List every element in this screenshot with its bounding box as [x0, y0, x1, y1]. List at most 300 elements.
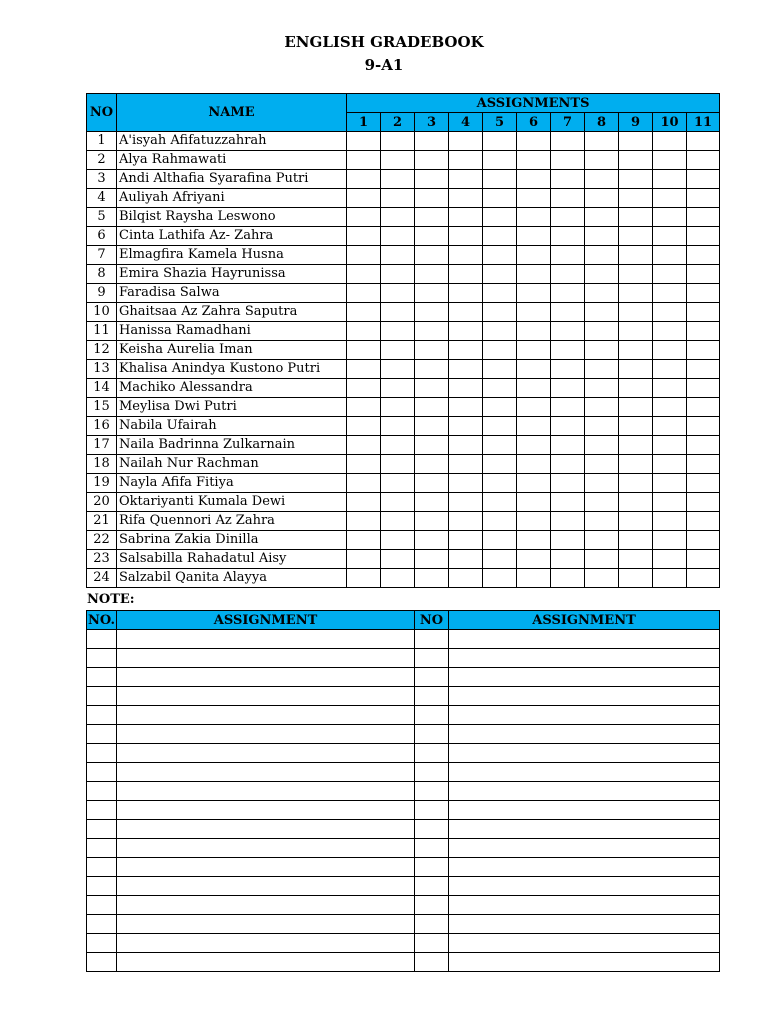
grade-cell[interactable]	[381, 265, 415, 284]
grade-cell[interactable]	[619, 455, 653, 474]
grade-cell[interactable]	[415, 512, 449, 531]
note-no-cell[interactable]	[87, 763, 117, 782]
grade-cell[interactable]	[517, 208, 551, 227]
grade-cell[interactable]	[551, 379, 585, 398]
grade-cell[interactable]	[585, 436, 619, 455]
note-assignment-cell[interactable]	[449, 858, 720, 877]
grade-cell[interactable]	[347, 322, 381, 341]
grade-cell[interactable]	[653, 265, 687, 284]
note-no-cell[interactable]	[87, 877, 117, 896]
grade-cell[interactable]	[687, 550, 720, 569]
grade-cell[interactable]	[551, 265, 585, 284]
grade-cell[interactable]	[483, 436, 517, 455]
grade-cell[interactable]	[551, 284, 585, 303]
grade-cell[interactable]	[585, 360, 619, 379]
grade-cell[interactable]	[449, 189, 483, 208]
grade-cell[interactable]	[551, 474, 585, 493]
grade-cell[interactable]	[381, 455, 415, 474]
grade-cell[interactable]	[347, 398, 381, 417]
grade-cell[interactable]	[585, 512, 619, 531]
grade-cell[interactable]	[551, 303, 585, 322]
grade-cell[interactable]	[347, 569, 381, 588]
grade-cell[interactable]	[551, 417, 585, 436]
grade-cell[interactable]	[687, 512, 720, 531]
grade-cell[interactable]	[619, 170, 653, 189]
grade-cell[interactable]	[619, 417, 653, 436]
note-no-cell[interactable]	[415, 839, 449, 858]
note-assignment-cell[interactable]	[449, 706, 720, 725]
grade-cell[interactable]	[483, 303, 517, 322]
grade-cell[interactable]	[551, 170, 585, 189]
grade-cell[interactable]	[517, 265, 551, 284]
grade-cell[interactable]	[415, 474, 449, 493]
grade-cell[interactable]	[483, 512, 517, 531]
grade-cell[interactable]	[687, 322, 720, 341]
note-assignment-cell[interactable]	[117, 782, 415, 801]
grade-cell[interactable]	[415, 303, 449, 322]
note-no-cell[interactable]	[415, 877, 449, 896]
grade-cell[interactable]	[551, 360, 585, 379]
grade-cell[interactable]	[483, 151, 517, 170]
grade-cell[interactable]	[347, 151, 381, 170]
grade-cell[interactable]	[483, 455, 517, 474]
grade-cell[interactable]	[517, 550, 551, 569]
grade-cell[interactable]	[517, 474, 551, 493]
grade-cell[interactable]	[347, 132, 381, 151]
grade-cell[interactable]	[585, 265, 619, 284]
grade-cell[interactable]	[619, 550, 653, 569]
grade-cell[interactable]	[517, 436, 551, 455]
grade-cell[interactable]	[687, 265, 720, 284]
grade-cell[interactable]	[551, 569, 585, 588]
grade-cell[interactable]	[653, 151, 687, 170]
grade-cell[interactable]	[619, 265, 653, 284]
grade-cell[interactable]	[347, 436, 381, 455]
grade-cell[interactable]	[483, 208, 517, 227]
grade-cell[interactable]	[517, 132, 551, 151]
note-assignment-cell[interactable]	[117, 839, 415, 858]
grade-cell[interactable]	[687, 398, 720, 417]
grade-cell[interactable]	[585, 531, 619, 550]
grade-cell[interactable]	[585, 569, 619, 588]
grade-cell[interactable]	[449, 151, 483, 170]
grade-cell[interactable]	[687, 493, 720, 512]
grade-cell[interactable]	[585, 379, 619, 398]
grade-cell[interactable]	[415, 455, 449, 474]
grade-cell[interactable]	[517, 455, 551, 474]
grade-cell[interactable]	[619, 474, 653, 493]
grade-cell[interactable]	[517, 227, 551, 246]
grade-cell[interactable]	[687, 227, 720, 246]
grade-cell[interactable]	[653, 208, 687, 227]
note-assignment-cell[interactable]	[117, 801, 415, 820]
note-assignment-cell[interactable]	[117, 630, 415, 649]
grade-cell[interactable]	[517, 398, 551, 417]
grade-cell[interactable]	[619, 360, 653, 379]
grade-cell[interactable]	[551, 227, 585, 246]
note-no-cell[interactable]	[415, 706, 449, 725]
grade-cell[interactable]	[687, 569, 720, 588]
grade-cell[interactable]	[483, 322, 517, 341]
grade-cell[interactable]	[381, 569, 415, 588]
note-no-cell[interactable]	[87, 744, 117, 763]
grade-cell[interactable]	[687, 417, 720, 436]
note-assignment-cell[interactable]	[117, 858, 415, 877]
grade-cell[interactable]	[517, 322, 551, 341]
grade-cell[interactable]	[619, 436, 653, 455]
grade-cell[interactable]	[347, 417, 381, 436]
grade-cell[interactable]	[653, 398, 687, 417]
grade-cell[interactable]	[585, 189, 619, 208]
note-assignment-cell[interactable]	[117, 953, 415, 972]
grade-cell[interactable]	[551, 208, 585, 227]
grade-cell[interactable]	[551, 550, 585, 569]
grade-cell[interactable]	[415, 189, 449, 208]
note-assignment-cell[interactable]	[449, 725, 720, 744]
grade-cell[interactable]	[687, 360, 720, 379]
grade-cell[interactable]	[585, 455, 619, 474]
grade-cell[interactable]	[347, 189, 381, 208]
grade-cell[interactable]	[653, 170, 687, 189]
grade-cell[interactable]	[381, 246, 415, 265]
grade-cell[interactable]	[347, 170, 381, 189]
grade-cell[interactable]	[415, 208, 449, 227]
note-no-cell[interactable]	[87, 953, 117, 972]
grade-cell[interactable]	[687, 189, 720, 208]
grade-cell[interactable]	[517, 512, 551, 531]
grade-cell[interactable]	[619, 322, 653, 341]
grade-cell[interactable]	[381, 341, 415, 360]
grade-cell[interactable]	[415, 341, 449, 360]
note-assignment-cell[interactable]	[117, 687, 415, 706]
grade-cell[interactable]	[619, 189, 653, 208]
grade-cell[interactable]	[483, 379, 517, 398]
grade-cell[interactable]	[347, 455, 381, 474]
grade-cell[interactable]	[653, 189, 687, 208]
grade-cell[interactable]	[653, 474, 687, 493]
grade-cell[interactable]	[619, 379, 653, 398]
grade-cell[interactable]	[449, 208, 483, 227]
grade-cell[interactable]	[653, 379, 687, 398]
note-assignment-cell[interactable]	[117, 706, 415, 725]
grade-cell[interactable]	[619, 227, 653, 246]
note-no-cell[interactable]	[87, 725, 117, 744]
grade-cell[interactable]	[653, 132, 687, 151]
note-assignment-cell[interactable]	[449, 649, 720, 668]
note-assignment-cell[interactable]	[117, 896, 415, 915]
grade-cell[interactable]	[551, 455, 585, 474]
grade-cell[interactable]	[585, 284, 619, 303]
note-no-cell[interactable]	[415, 630, 449, 649]
note-assignment-cell[interactable]	[117, 934, 415, 953]
grade-cell[interactable]	[381, 303, 415, 322]
grade-cell[interactable]	[585, 417, 619, 436]
grade-cell[interactable]	[619, 493, 653, 512]
note-assignment-cell[interactable]	[449, 839, 720, 858]
grade-cell[interactable]	[619, 531, 653, 550]
grade-cell[interactable]	[619, 398, 653, 417]
note-assignment-cell[interactable]	[449, 782, 720, 801]
grade-cell[interactable]	[449, 246, 483, 265]
grade-cell[interactable]	[483, 493, 517, 512]
note-assignment-cell[interactable]	[449, 744, 720, 763]
grade-cell[interactable]	[483, 360, 517, 379]
grade-cell[interactable]	[449, 265, 483, 284]
grade-cell[interactable]	[517, 360, 551, 379]
grade-cell[interactable]	[619, 151, 653, 170]
grade-cell[interactable]	[551, 398, 585, 417]
note-no-cell[interactable]	[415, 915, 449, 934]
grade-cell[interactable]	[551, 341, 585, 360]
grade-cell[interactable]	[483, 398, 517, 417]
grade-cell[interactable]	[347, 284, 381, 303]
note-assignment-cell[interactable]	[117, 744, 415, 763]
grade-cell[interactable]	[449, 379, 483, 398]
grade-cell[interactable]	[347, 265, 381, 284]
note-assignment-cell[interactable]	[449, 934, 720, 953]
grade-cell[interactable]	[687, 474, 720, 493]
grade-cell[interactable]	[381, 417, 415, 436]
grade-cell[interactable]	[551, 493, 585, 512]
grade-cell[interactable]	[517, 170, 551, 189]
grade-cell[interactable]	[585, 246, 619, 265]
grade-cell[interactable]	[517, 379, 551, 398]
grade-cell[interactable]	[653, 531, 687, 550]
grade-cell[interactable]	[449, 227, 483, 246]
grade-cell[interactable]	[483, 284, 517, 303]
note-assignment-cell[interactable]	[117, 915, 415, 934]
note-no-cell[interactable]	[415, 649, 449, 668]
grade-cell[interactable]	[347, 341, 381, 360]
note-no-cell[interactable]	[415, 744, 449, 763]
note-no-cell[interactable]	[87, 782, 117, 801]
note-assignment-cell[interactable]	[117, 763, 415, 782]
note-no-cell[interactable]	[415, 801, 449, 820]
grade-cell[interactable]	[653, 493, 687, 512]
grade-cell[interactable]	[653, 227, 687, 246]
grade-cell[interactable]	[653, 417, 687, 436]
grade-cell[interactable]	[415, 379, 449, 398]
grade-cell[interactable]	[415, 284, 449, 303]
grade-cell[interactable]	[551, 246, 585, 265]
note-assignment-cell[interactable]	[449, 801, 720, 820]
grade-cell[interactable]	[483, 550, 517, 569]
note-assignment-cell[interactable]	[449, 877, 720, 896]
grade-cell[interactable]	[381, 493, 415, 512]
grade-cell[interactable]	[517, 341, 551, 360]
grade-cell[interactable]	[381, 398, 415, 417]
grade-cell[interactable]	[483, 265, 517, 284]
grade-cell[interactable]	[381, 189, 415, 208]
grade-cell[interactable]	[415, 265, 449, 284]
grade-cell[interactable]	[653, 455, 687, 474]
grade-cell[interactable]	[585, 322, 619, 341]
grade-cell[interactable]	[585, 132, 619, 151]
grade-cell[interactable]	[381, 474, 415, 493]
grade-cell[interactable]	[551, 322, 585, 341]
grade-cell[interactable]	[347, 303, 381, 322]
grade-cell[interactable]	[653, 284, 687, 303]
note-no-cell[interactable]	[415, 934, 449, 953]
note-no-cell[interactable]	[415, 725, 449, 744]
grade-cell[interactable]	[653, 436, 687, 455]
grade-cell[interactable]	[653, 550, 687, 569]
note-no-cell[interactable]	[415, 763, 449, 782]
grade-cell[interactable]	[449, 550, 483, 569]
grade-cell[interactable]	[483, 531, 517, 550]
grade-cell[interactable]	[449, 132, 483, 151]
grade-cell[interactable]	[347, 531, 381, 550]
grade-cell[interactable]	[381, 531, 415, 550]
note-assignment-cell[interactable]	[117, 668, 415, 687]
note-no-cell[interactable]	[415, 782, 449, 801]
grade-cell[interactable]	[347, 246, 381, 265]
grade-cell[interactable]	[483, 189, 517, 208]
note-assignment-cell[interactable]	[449, 687, 720, 706]
grade-cell[interactable]	[585, 493, 619, 512]
grade-cell[interactable]	[551, 436, 585, 455]
grade-cell[interactable]	[551, 132, 585, 151]
grade-cell[interactable]	[415, 531, 449, 550]
grade-cell[interactable]	[449, 303, 483, 322]
note-no-cell[interactable]	[87, 687, 117, 706]
grade-cell[interactable]	[585, 550, 619, 569]
grade-cell[interactable]	[483, 417, 517, 436]
grade-cell[interactable]	[483, 170, 517, 189]
grade-cell[interactable]	[449, 398, 483, 417]
note-no-cell[interactable]	[87, 896, 117, 915]
grade-cell[interactable]	[483, 246, 517, 265]
grade-cell[interactable]	[653, 303, 687, 322]
note-assignment-cell[interactable]	[449, 896, 720, 915]
grade-cell[interactable]	[381, 208, 415, 227]
grade-cell[interactable]	[653, 360, 687, 379]
grade-cell[interactable]	[347, 512, 381, 531]
grade-cell[interactable]	[415, 322, 449, 341]
grade-cell[interactable]	[551, 189, 585, 208]
grade-cell[interactable]	[551, 151, 585, 170]
grade-cell[interactable]	[449, 493, 483, 512]
grade-cell[interactable]	[585, 341, 619, 360]
grade-cell[interactable]	[483, 341, 517, 360]
grade-cell[interactable]	[653, 322, 687, 341]
note-no-cell[interactable]	[415, 953, 449, 972]
note-assignment-cell[interactable]	[449, 763, 720, 782]
grade-cell[interactable]	[449, 417, 483, 436]
grade-cell[interactable]	[381, 550, 415, 569]
grade-cell[interactable]	[517, 246, 551, 265]
grade-cell[interactable]	[483, 474, 517, 493]
grade-cell[interactable]	[653, 569, 687, 588]
grade-cell[interactable]	[415, 550, 449, 569]
grade-cell[interactable]	[687, 284, 720, 303]
grade-cell[interactable]	[483, 132, 517, 151]
grade-cell[interactable]	[687, 151, 720, 170]
note-assignment-cell[interactable]	[449, 668, 720, 687]
grade-cell[interactable]	[415, 170, 449, 189]
grade-cell[interactable]	[687, 531, 720, 550]
grade-cell[interactable]	[415, 569, 449, 588]
grade-cell[interactable]	[619, 512, 653, 531]
grade-cell[interactable]	[449, 531, 483, 550]
note-no-cell[interactable]	[87, 820, 117, 839]
grade-cell[interactable]	[517, 284, 551, 303]
note-assignment-cell[interactable]	[449, 915, 720, 934]
note-assignment-cell[interactable]	[449, 820, 720, 839]
note-no-cell[interactable]	[415, 896, 449, 915]
note-no-cell[interactable]	[87, 706, 117, 725]
note-assignment-cell[interactable]	[117, 649, 415, 668]
note-no-cell[interactable]	[87, 649, 117, 668]
grade-cell[interactable]	[415, 246, 449, 265]
grade-cell[interactable]	[585, 398, 619, 417]
note-no-cell[interactable]	[415, 820, 449, 839]
grade-cell[interactable]	[687, 341, 720, 360]
grade-cell[interactable]	[449, 170, 483, 189]
grade-cell[interactable]	[585, 474, 619, 493]
grade-cell[interactable]	[347, 474, 381, 493]
grade-cell[interactable]	[381, 379, 415, 398]
grade-cell[interactable]	[347, 227, 381, 246]
grade-cell[interactable]	[415, 360, 449, 379]
grade-cell[interactable]	[551, 512, 585, 531]
note-no-cell[interactable]	[87, 858, 117, 877]
note-assignment-cell[interactable]	[117, 877, 415, 896]
grade-cell[interactable]	[449, 360, 483, 379]
grade-cell[interactable]	[449, 436, 483, 455]
grade-cell[interactable]	[687, 208, 720, 227]
grade-cell[interactable]	[517, 493, 551, 512]
grade-cell[interactable]	[619, 303, 653, 322]
grade-cell[interactable]	[381, 512, 415, 531]
grade-cell[interactable]	[619, 284, 653, 303]
grade-cell[interactable]	[585, 208, 619, 227]
grade-cell[interactable]	[619, 569, 653, 588]
grade-cell[interactable]	[415, 417, 449, 436]
grade-cell[interactable]	[449, 569, 483, 588]
grade-cell[interactable]	[449, 322, 483, 341]
grade-cell[interactable]	[449, 474, 483, 493]
grade-cell[interactable]	[483, 569, 517, 588]
note-no-cell[interactable]	[415, 668, 449, 687]
grade-cell[interactable]	[585, 170, 619, 189]
grade-cell[interactable]	[381, 322, 415, 341]
grade-cell[interactable]	[415, 227, 449, 246]
note-no-cell[interactable]	[415, 687, 449, 706]
grade-cell[interactable]	[415, 436, 449, 455]
grade-cell[interactable]	[415, 151, 449, 170]
grade-cell[interactable]	[415, 493, 449, 512]
grade-cell[interactable]	[585, 303, 619, 322]
grade-cell[interactable]	[381, 227, 415, 246]
note-no-cell[interactable]	[87, 915, 117, 934]
grade-cell[interactable]	[449, 512, 483, 531]
grade-cell[interactable]	[347, 208, 381, 227]
grade-cell[interactable]	[415, 398, 449, 417]
grade-cell[interactable]	[687, 246, 720, 265]
grade-cell[interactable]	[517, 417, 551, 436]
grade-cell[interactable]	[585, 151, 619, 170]
grade-cell[interactable]	[619, 246, 653, 265]
grade-cell[interactable]	[653, 512, 687, 531]
grade-cell[interactable]	[619, 208, 653, 227]
grade-cell[interactable]	[381, 151, 415, 170]
grade-cell[interactable]	[687, 436, 720, 455]
grade-cell[interactable]	[619, 341, 653, 360]
grade-cell[interactable]	[517, 569, 551, 588]
grade-cell[interactable]	[687, 170, 720, 189]
grade-cell[interactable]	[687, 132, 720, 151]
